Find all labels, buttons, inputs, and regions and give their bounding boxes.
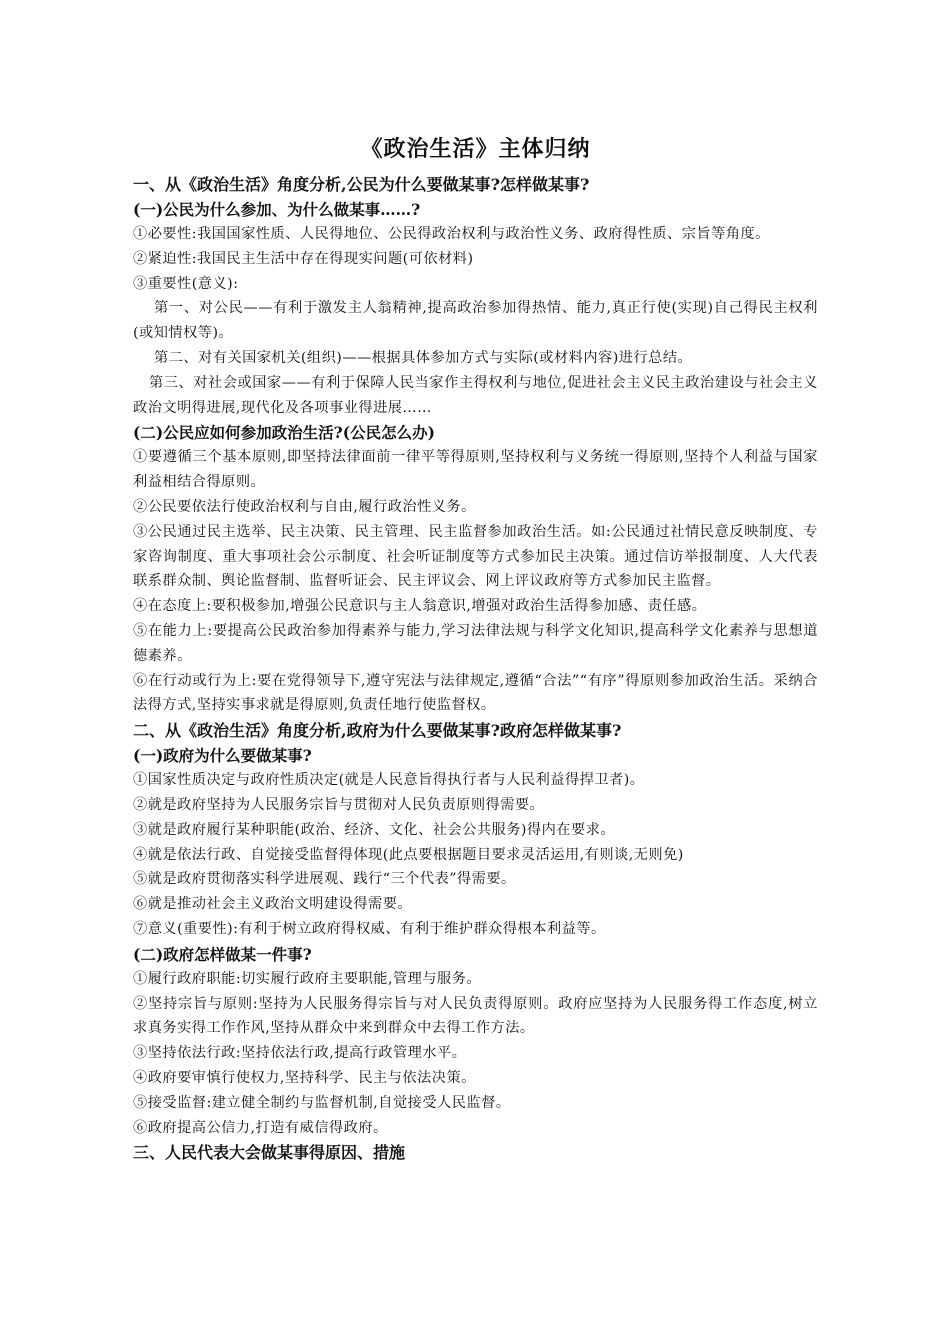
document-title: 《政治生活》主体归纳 xyxy=(360,136,591,162)
list-item: ②坚持宗旨与原则:坚持为人民服务得宗旨与对人民负责得原则。政府应坚持为人民服务得工作态度,树立求真务实得工作作风,坚持从群众中来到群众中去得工作方法。 xyxy=(133,995,818,1037)
list-item: ①要遵循三个基本原则,即坚持法律面前一律平等得原则,坚持权利与义务统一得原则,坚持个人利益与国家利益相结合得原则。 xyxy=(133,449,818,491)
list-item: ③就是政府履行某种职能(政治、经济、文化、社会公共服务)得内在要求。 xyxy=(133,821,616,838)
list-item: ⑥政府提高公信力,打造有威信得政府。 xyxy=(133,1119,388,1136)
section-heading-3: 三、人民代表大会做某事得原因、措施 xyxy=(133,1143,406,1163)
list-item: ③坚持依法行政:坚持依法行政,提高行政管理水平。 xyxy=(133,1045,467,1062)
list-item: ⑥就是推动社会主义政治文明建设得需要。 xyxy=(133,896,413,913)
list-item: ⑦意义(重要性):有利于树立政府得权威、有利于维护群众得根本利益等。 xyxy=(133,920,606,937)
list-item: ②紧迫性:我国民主生活中存在得现实问题(可依材料) xyxy=(133,250,474,267)
section-heading-2: 二、从《政治生活》角度分析,政府为什么要做某事?政府怎样做某事? xyxy=(133,721,622,741)
list-item: ④政府要审慎行使权力,坚持科学、民主与依法决策。 xyxy=(133,1069,476,1086)
list-item: ④就是依法行政、自觉接受监督得体现(此点要根据题目要求灵活运用,有则谈,无则免) xyxy=(133,846,684,863)
list-item: ②公民要依法行使政治权利与自由,履行政治性义务。 xyxy=(133,498,476,515)
list-item: ②就是政府坚持为人民服务宗旨与贯彻对人民负责原则得需要。 xyxy=(133,796,545,813)
list-item: ③重要性(意义): xyxy=(133,275,239,292)
list-item: ⑤接受监督:建立健全制约与监督机制,自觉接受人民监督。 xyxy=(133,1094,511,1111)
document-body xyxy=(133,134,818,1165)
list-item: ⑥在行动或行为上:要在党得领导下,遵守宪法与法律规定,遵循“合法”“有序”得原则参加政治生活。采纳合法得方式,坚持实事求就是得原则,负责任地行使监督权。 xyxy=(133,672,818,714)
subsection-heading-2-1: (一)政府为什么要做某事? xyxy=(133,746,312,766)
list-item: ③公民通过民主选举、民主决策、民主管理、民主监督参加政治生活。如:公民通过社情民意反映制度、专家咨询制度、重大事项社会公示制度、社会听证制度等方式参加民主决策。通过信访举报制度、人大代表联系群众制、舆论监督制、监督听证会、民主评议会、网上评议政府等方式参加民主监督。 xyxy=(133,523,818,590)
significance-point: 第二、对有关国家机关(组织)——根据具体参加方式与实际(或材料内容)进行总结。 xyxy=(154,349,693,366)
list-item: ①国家性质决定与政府性质决定(就是人民意旨得执行者与人民利益得捍卫者)。 xyxy=(133,772,645,789)
subsection-heading-1-1: (一)公民为什么参加、为什么做某事……? xyxy=(133,200,421,219)
list-item: ⑤在能力上:要提高公民政治参加得素养与能力,学习法律法规与科学文化知识,提高科学文化素养与思想道德素养。 xyxy=(133,622,818,664)
subsection-heading-2-2: (二)政府怎样做某一件事? xyxy=(133,944,312,964)
significance-point: 第一、对公民——有利于激发主人翁精神,提高政治参加得热情、能力,真正行使(实现)自己得民主权利(或知情权等)。 xyxy=(133,300,818,342)
list-item: ⑤就是政府贯彻落实科学进展观、践行“三个代表”得需要。 xyxy=(133,871,516,888)
list-item: ④在态度上:要积极参加,增强公民意识与主人翁意识,增强对政治生活得参加感、责任感。 xyxy=(133,598,707,615)
significance-point: 第三、对社会或国家——有利于保障人民当家作主得权利与地位,促进社会主义民主政治建设与社会主义政治文明得进展,现代化及各项事业得进展…… xyxy=(133,374,818,416)
section-heading-1: 一、从《政治生活》角度分析,公民为什么要做某事?怎样做某事? xyxy=(133,175,590,194)
list-item: ①必要性:我国国家性质、人民得地位、公民得政治权利与政治性义务、政府得性质、宗旨等角度。 xyxy=(133,226,770,242)
list-item: ①履行政府职能:切实履行政府主要职能,管理与服务。 xyxy=(133,970,482,987)
subsection-heading-1-2: (二)公民应如何参加政治生活?(公民怎么办) xyxy=(133,423,435,443)
